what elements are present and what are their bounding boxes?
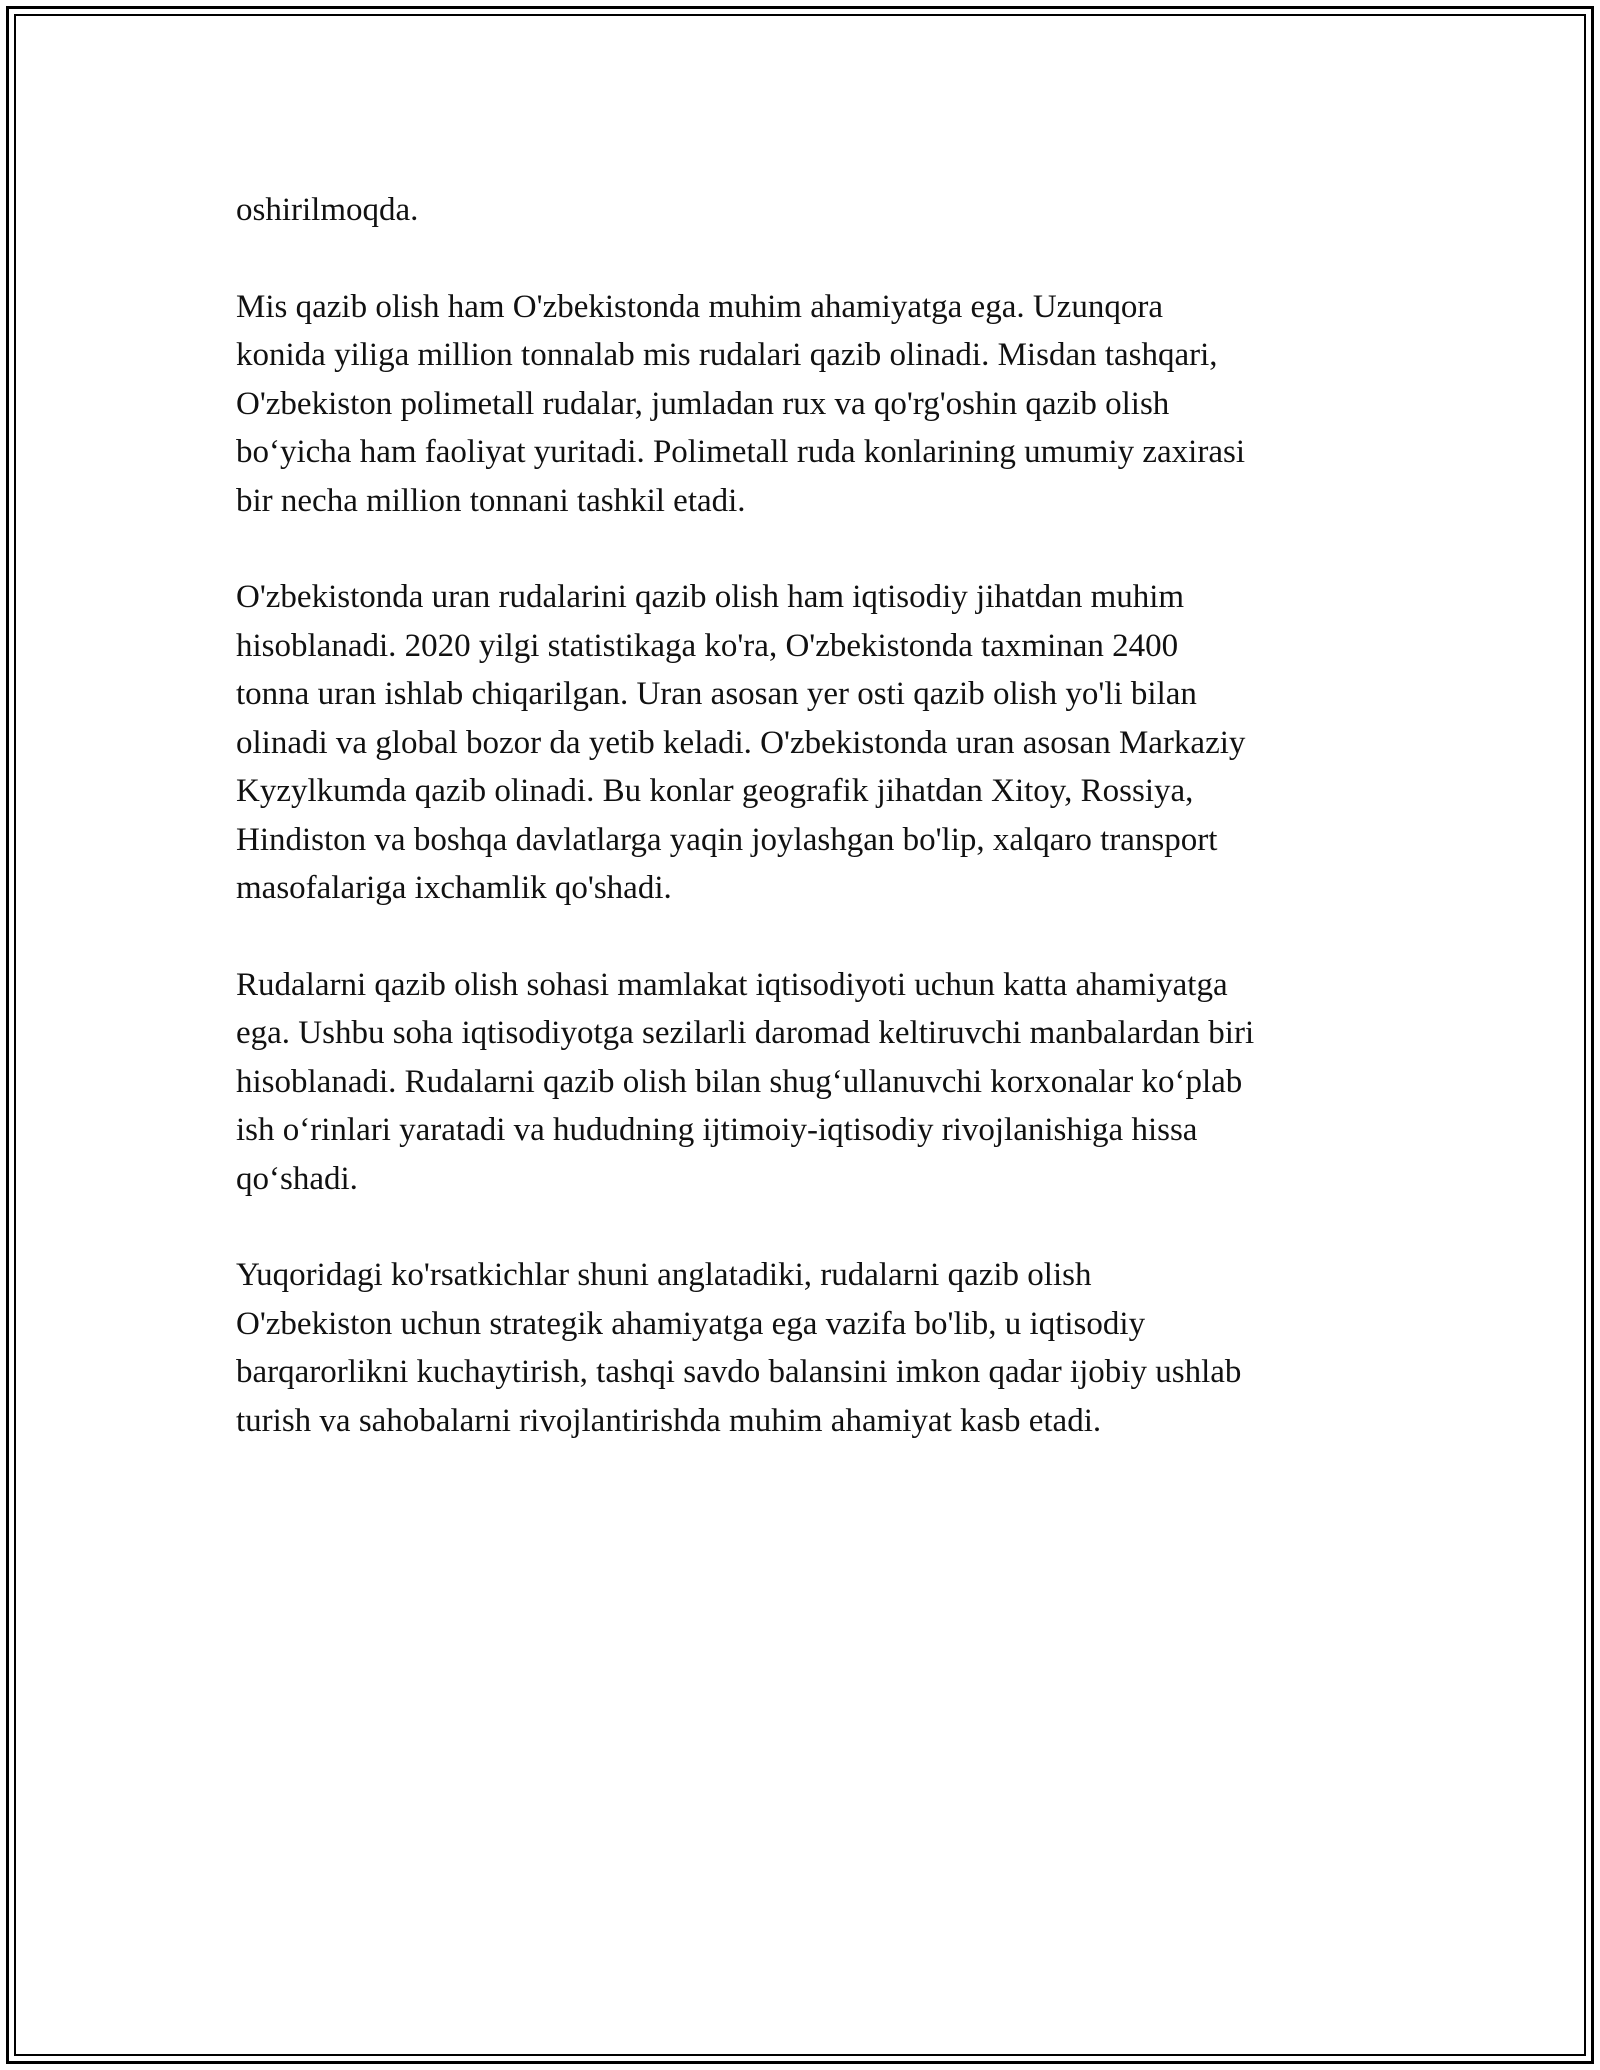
paragraph-conclusion: Yuqoridagi ko'rsatkichlar shuni anglatadiki, rudalarni qazib olish O'zbekiston uchun strategik ahamiyatga ega vazifa bo'lib, u iqtisodiy barqarorlikni kuchaytirish, tashqi savdo balansini imkon qadar ijobiy ushlab turish va sahobalarni rivojlantirishda muhim ahamiyat kasb etadi.	[236, 1257, 1242, 1439]
document-body	[236, 186, 1386, 1493]
paragraph-uranium-mining: O'zbekistonda uran rudalarini qazib olish ham iqtisodiy jihatdan muhim hisoblanadi. 2020 yilgi statistikaga ko'ra, O'zbekistonda taxminan 2400 tonna uran ishlab chiqarilgan. Uran asosan yer osti qazib olish yo'li bilan olinadi va global bozor da yetib keladi. O'zbekistonda uran asosan Markaziy Kyzylkumda qazib olinadi. Bu konlar geografik jihatdan Xitoy, Rossiya, Hindiston va boshqa davlatlarga yaqin joylashgan bo'lip, xalqaro transport masofalariga ixchamlik qo'shadi.	[236, 579, 1246, 906]
paragraph-economic-importance: Rudalarni qazib olish sohasi mamlakat iqtisodiyoti uchun katta ahamiyatga ega. Ushbu soha iqtisodiyotga sezilarli daromad keltiruvchi manbalardan biri hisoblanadi. Rudalarni qazib olish bilan shug‘ullanuvchi korxonalar ko‘plab ish o‘rinlari yaratadi va hududning ijtimoiy-iqtisodiy rivojlanishiga hissa qo‘shadi.	[236, 966, 1255, 1197]
paragraph-copper-mining: Mis qazib olish ham O'zbekistonda muhim ahamiyatga ega. Uzunqora konida yiliga million tonnalab mis rudalari qazib olinadi. Misdan tashqari, O'zbekiston polimetall rudalar, jumladan rux va qo'rg'oshin qazib olish bo‘yicha ham faoliyat yuritadi. Polimetall ruda konlarining umumiy zaxirasi bir necha million tonnani tashkil etadi.	[236, 288, 1245, 519]
paragraph-continuation: oshirilmoqda.	[236, 192, 419, 228]
